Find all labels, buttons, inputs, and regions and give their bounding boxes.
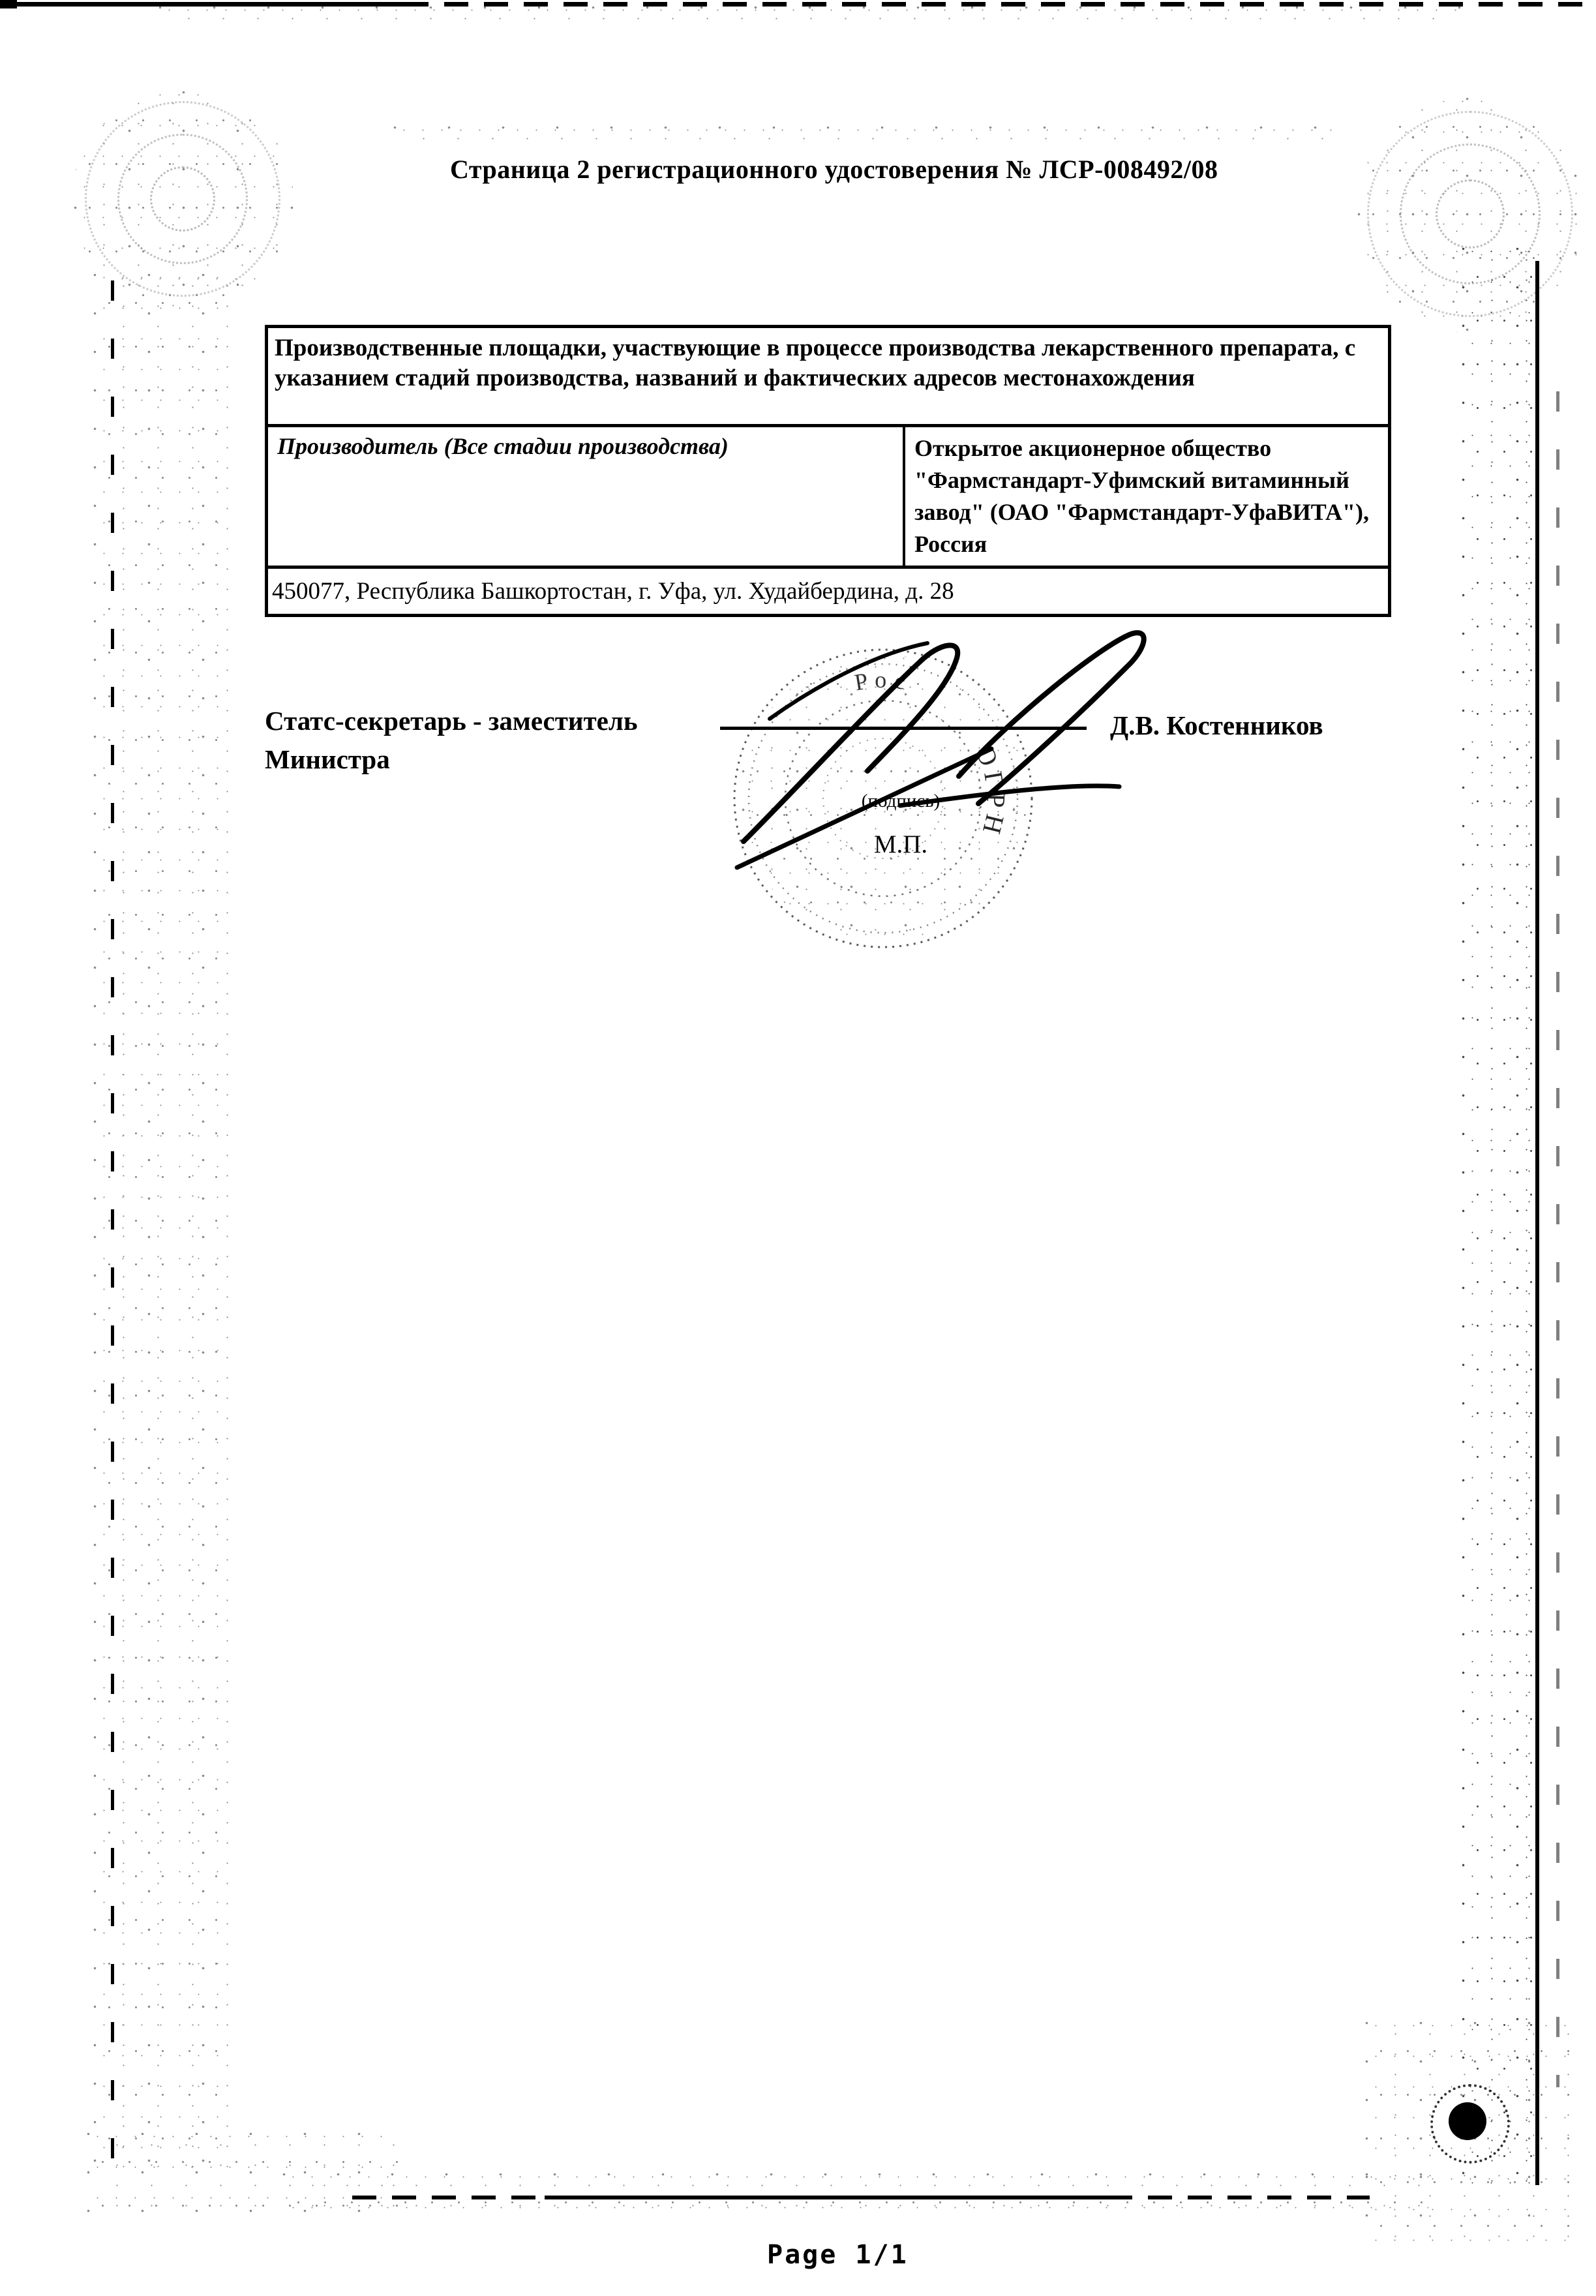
top-border-line — [0, 2, 404, 7]
header-speckle-band — [391, 127, 1344, 145]
table-caption: Производственные площадки, участвующие в процессе производства лекарственного препарата, с указанием стадий производства, названий и фактических адресов местонахождения — [275, 335, 1356, 391]
producer-label-cell: Производитель (Все стадии производства) — [268, 427, 905, 566]
producer-value-cell: Открытое акционерное общество "Фармстандарт-Уфимский витаминный завод" (ОАО "Фармстандарт-УфаВИТА"), Россия — [914, 435, 1369, 557]
right-border-line — [1535, 261, 1539, 2185]
stamp-text-top: Рос — [852, 666, 914, 696]
signatory-title-line1: Статс-секретарь - заместитель — [265, 706, 638, 736]
signatory-title-line2: Министра — [265, 744, 390, 774]
signatory-title — [265, 702, 721, 779]
right-border-band — [1460, 248, 1544, 2185]
top-speckle-band — [157, 7, 1461, 31]
signatory-name: Д.В. Костенников — [1110, 710, 1323, 740]
seal-place-label: М.П. — [873, 830, 928, 858]
stamp-text-right: ОГРН — [970, 742, 1012, 842]
guilloche-rosette-top-left — [72, 91, 294, 307]
signature-caption: (подпись) — [861, 791, 941, 811]
production-sites-table — [265, 325, 1391, 617]
top-border-dashes — [404, 2, 1596, 7]
right-border-line-2 — [1556, 391, 1559, 2087]
guilloche-rosette-top-right — [1355, 98, 1585, 333]
table-row-producer — [268, 424, 1388, 566]
footer-page-label: Page 1/1 — [767, 2240, 909, 2270]
producer-address-cell: 450077, Республика Башкортостан, г. Уфа, ул. Худайбердина, д. 28 — [268, 566, 1388, 614]
bottom-speckle-band — [280, 2173, 1428, 2211]
guilloche-corner-bottom-left — [85, 2133, 398, 2224]
left-border-line — [111, 280, 114, 2159]
ink-dot — [1449, 2102, 1486, 2140]
signature-line — [720, 727, 1087, 730]
bottom-border-line — [545, 2196, 1119, 2199]
page-header-text: Страница 2 регистрационного удостоверения № ЛСР-008492/08 — [450, 155, 1218, 184]
